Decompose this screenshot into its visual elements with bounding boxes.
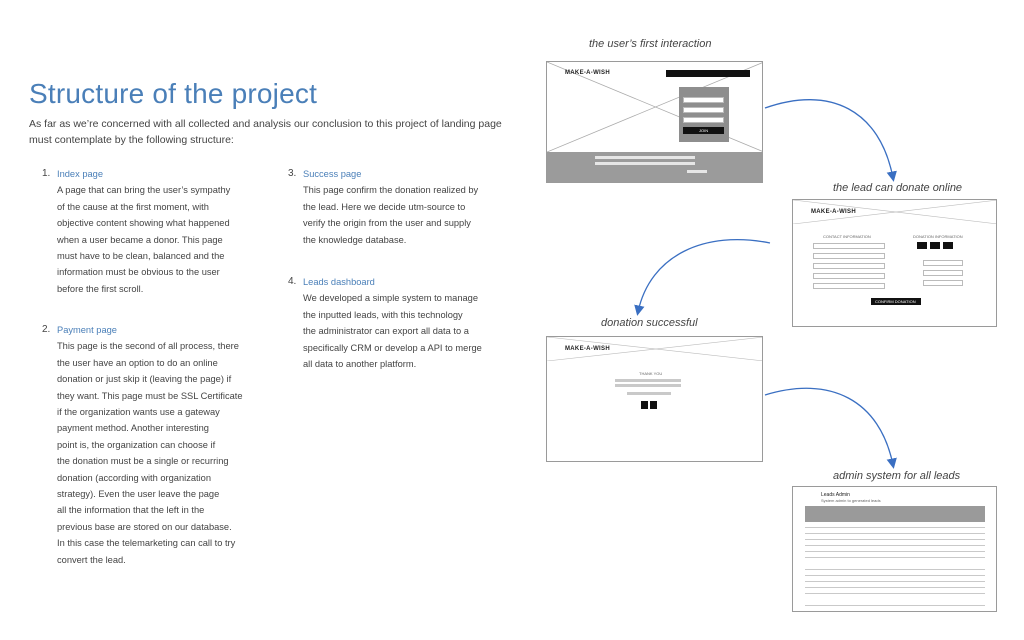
section-line: the user have an option to do an online [57,357,218,368]
section-line: when a user became a donor. This page [57,234,223,245]
donation-info-heading: DONATION INFORMATION [913,234,963,239]
section-heading: Index page [57,169,104,179]
join-label: JOIN [699,128,709,133]
section-heading: Success page [303,169,362,179]
section-number: 3. [288,168,297,179]
signup-form [679,87,729,142]
section-line: the donation must be a single or recurring [57,456,229,467]
section-line: convert the lead. [57,554,126,565]
section-heading: Payment page [57,325,117,335]
section-line: they want. This page must be SSL Certificate [57,390,243,401]
logo: MAKE-A-WISH [565,70,610,76]
section-line: This page is the second of all process, there [57,341,239,352]
section-line: This page confirm the donation realized by [303,185,479,196]
arrow-to-admin [765,388,893,465]
section-line: A page that can bring the user’s sympathy [57,185,231,196]
wireframe-admin-dashboard [792,486,997,612]
section-line: donation or just skip it (leaving the page) if [57,374,232,385]
section-line: must have to be clean, balanced and the [57,251,225,262]
section-line: payment method. Another interesting [57,423,209,434]
caption-first-interaction: the user’s first interaction [589,38,712,50]
admin-subtitle: System admin to generated leads [821,498,881,503]
contact-info-heading: CONTACT INFORMATION [823,234,871,239]
caption-donation-successful: donation successful [601,317,698,329]
section-number: 4. [288,276,297,287]
section-line: strategy). Even the user leave the page [57,489,220,500]
section-line: the inputted leads, with this technology [303,309,463,320]
section-line: specifically CRM or develop a API to merge [303,342,482,353]
stats-bar [805,506,985,522]
section-line: the lead. Here we decide utm-source to [303,201,466,212]
section-line: all the information that the left in the [57,505,205,516]
admin-title: Leads Admin [821,492,850,498]
logo: MAKE-A-WISH [811,209,856,215]
section-line: point is, the organization can choose if [57,439,216,450]
section-number: 2. [42,324,51,335]
section-line: previous base are stored on our database. [57,521,232,532]
logo: MAKE-A-WISH [565,346,610,352]
section-line: the knowledge database. [303,234,407,245]
page-title: Structure of the project [29,78,318,109]
section-line: donation (according with organization [57,472,212,483]
section-line: of the cause at the first moment, with [57,201,209,212]
thank-you-text: THANK YOU [639,371,663,376]
intro-text: As far as we’re concerned with all collected and analysis our conclusion to this project of landing page must contemplate by the following structure: [29,118,502,146]
wireframe-payment-page [792,199,997,327]
donate-header-button [666,70,750,77]
caption-admin-system: admin system for all leads [833,470,961,482]
confirm-label: CONFIRM DONATION [875,299,916,304]
section-line: verify the origin from the user and supply [303,218,471,229]
section-line: information must be obvious to the user [57,267,220,278]
section-line: objective content showing what happened [57,218,230,229]
section-line: before the first scroll. [57,283,144,294]
caption-donate-online: the lead can donate online [833,182,963,194]
arrow-to-donate [765,100,893,178]
section-line: the administrator can export all data to a [303,326,469,337]
wireframe-index-page [546,61,763,183]
footer-band [547,152,763,183]
section-line: if the organization wants use a gateway [57,407,220,418]
section-line: In this case the telemarketing can call to try [57,538,236,549]
arrow-to-success [638,240,770,312]
section-line: We developed a simple system to manage [303,293,479,304]
wireframe-success-page [546,336,763,462]
section-heading: Leads dashboard [303,277,375,287]
section-line: all data to another platform. [303,359,417,370]
section-number: 1. [42,168,51,179]
